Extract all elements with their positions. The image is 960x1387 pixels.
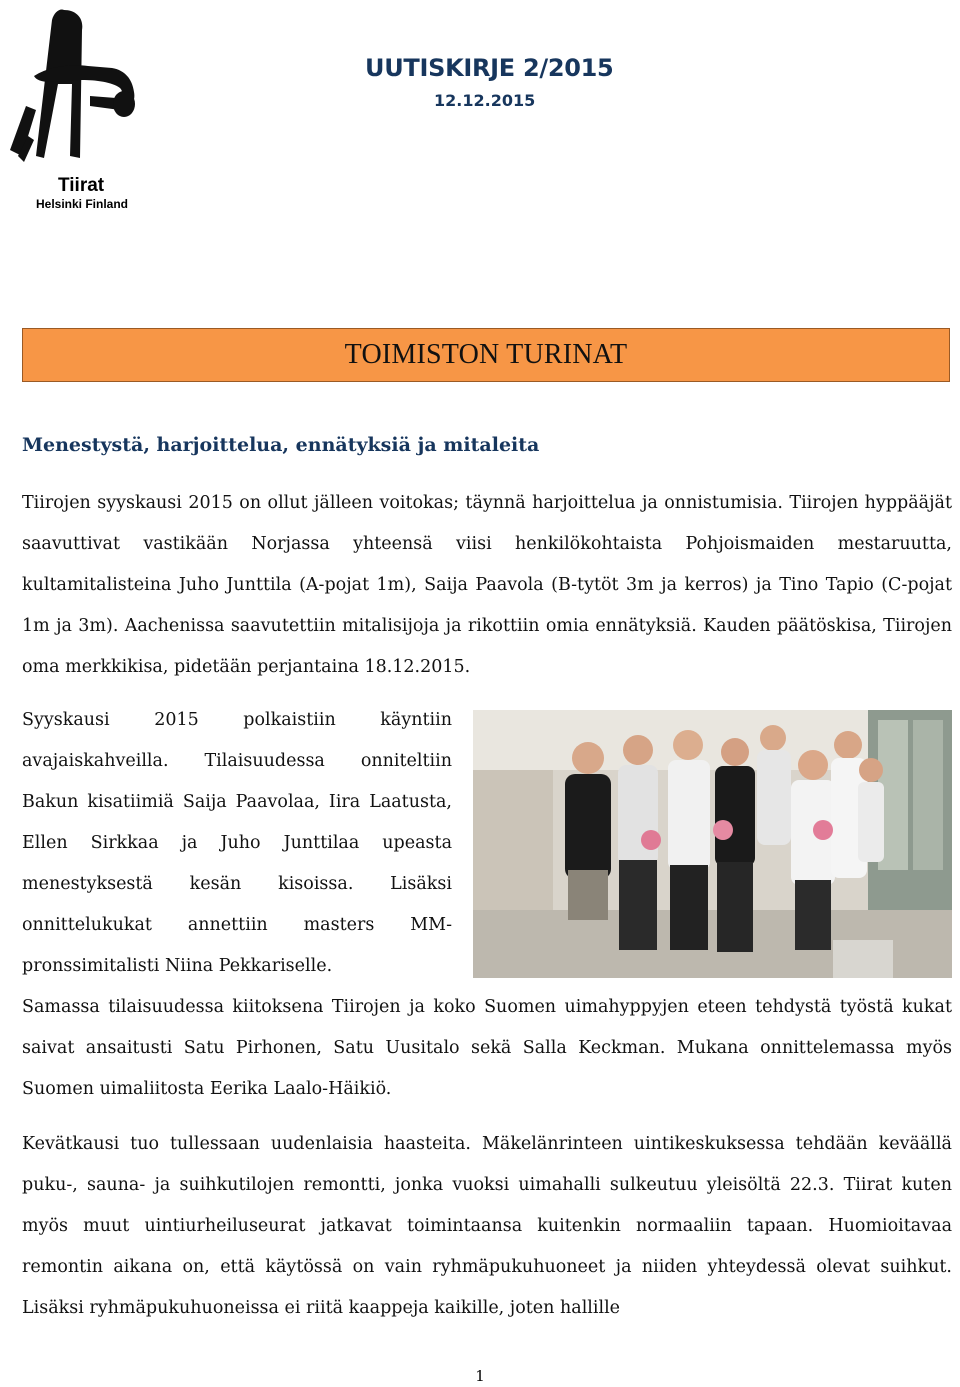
logo-club-name: Tiirat: [58, 175, 105, 196]
logo-location: Helsinki Finland: [36, 197, 129, 211]
diver-a-logo-icon: [6, 6, 156, 176]
newsletter-date: 12.12.2015: [434, 91, 536, 110]
club-logo: [6, 6, 156, 211]
article-paragraph-2: Syyskausi 2015 polkaistiin käyntiin avajaiskahveilla. Tilaisuudessa onniteltiin Bakun kisatiimiä Saija Paavolaa, Iira Laatusta, Ellen Sirkkaa ja Juho Junttilaa upeasta menestyksestä kesän kisoissa. Lisäksi onnittelukukat annettiin masters MM-pronssimitalisti Niina Pekkariselle.: [22, 710, 452, 976]
group-photo-image: [473, 710, 952, 978]
section-banner-title: TOIMISTON TURINAT: [344, 339, 628, 370]
article-heading: Menestystä, harjoittelua, ennätyksiä ja mitaleita: [22, 434, 540, 456]
section-banner: [22, 328, 950, 382]
newsletter-title: UUTISKIRJE 2/2015: [365, 54, 614, 82]
article-paragraph-3: Samassa tilaisuudessa kiitoksena Tiirojen ja koko Suomen uimahyppyjen eteen tehdystä työstä kukat saivat ansaitusti Satu Pirhonen, Satu Uusitalo sekä Salla Keckman. Mukana onnittelemassa myös Suomen uimaliitosta Eerika Laalo-Häikiö.: [22, 997, 952, 1099]
group-photo: [473, 710, 952, 978]
page-number: 1: [475, 1367, 485, 1385]
article-paragraph-4: Kevätkausi tuo tullessaan uudenlaisia haasteita. Mäkelänrinteen uintikeskuksessa tehdään keväällä puku-, sauna- ja suihkutilojen remontti, jonka vuoksi uimahalli sulkeutuu yleisöltä 22.3. Tiirat kuten myös muut uintiurheiluseurat jatkavat toimintaansa kuitenkin normaaliin tapaan. Huomioitavaa remontin aikana on, että käytössä on vain ryhmäpukuhuoneet ja niiden yhteydessä olevat suihkut. Lisäksi ryhmäpukuhuoneissa ei riitä kaappeja kaikille, joten hallille: [22, 1134, 952, 1318]
article-paragraph-1: Tiirojen syyskausi 2015 on ollut jälleen voitokas; täynnä harjoittelua ja onnistumisia. Tiirojen hyppääjät saavuttivat vastikään Norjassa yhteensä viisi henkilökohtaista Pohjoismaiden mestaruutta, kultamitalisteina Juho Junttila (A-pojat 1m), Saija Paavola (B-tytöt 3m ja kerros) ja Tino Tapio (C-pojat 1m ja 3m). Aachenissa saavutettiin mitalisijoja ja rikottiin omia ennätyksiä. Kauden päätöskisa, Tiirojen oma merkkikisa, pidetään perjantaina 18.12.2015.: [22, 493, 952, 677]
